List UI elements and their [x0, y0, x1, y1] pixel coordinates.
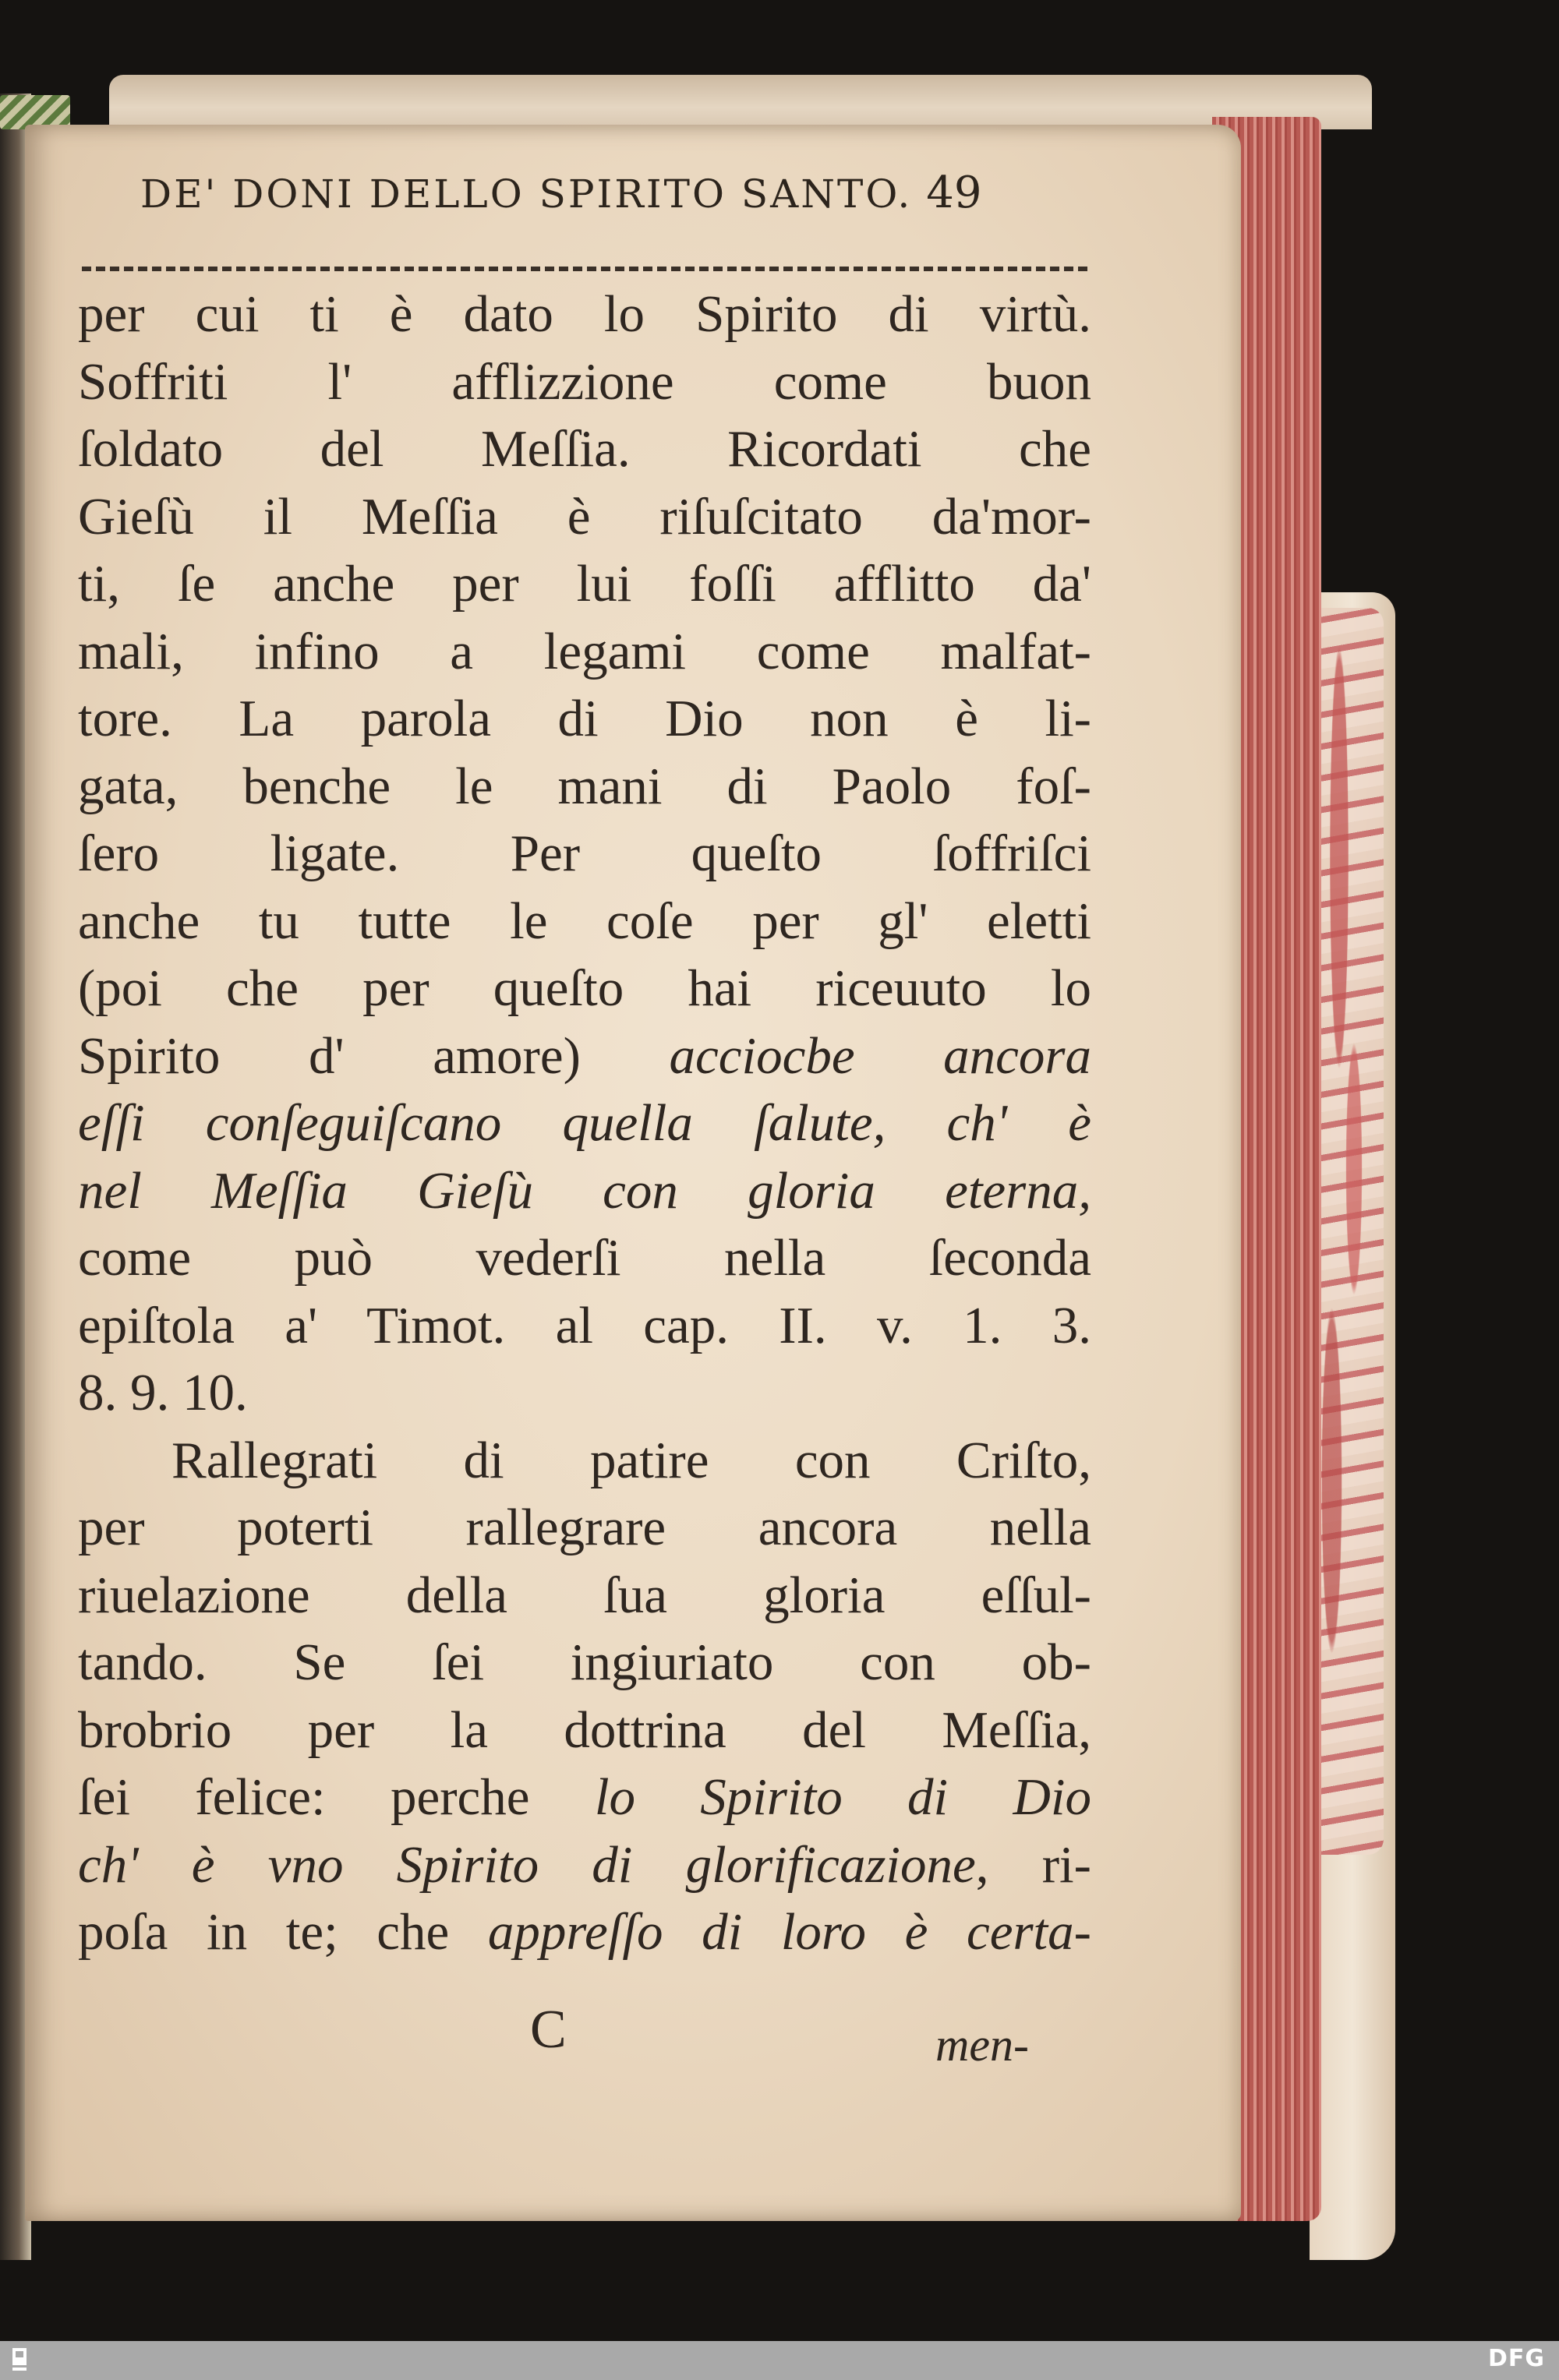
text-line: [78, 1629, 1091, 1697]
text-line: [78, 1089, 1091, 1157]
text-line: [78, 888, 1091, 955]
roman-text: mali, infino a legami come malfat-: [78, 622, 1091, 680]
text-line: [78, 1359, 1091, 1427]
header-rule: [82, 267, 1087, 271]
roman-text: Rallegrati di patire con Criſto,: [171, 1431, 1091, 1489]
italic-text: acciocbe ancora: [669, 1026, 1091, 1085]
text-line: [78, 1898, 1091, 1966]
roman-text: riuelazione della ſua gloria eſſul-: [78, 1566, 1091, 1624]
roman-text: come può vederſi nella ſeconda: [78, 1229, 1091, 1287]
text-line: [78, 753, 1091, 821]
roman-text: 8. 9. 10.: [78, 1364, 248, 1421]
text-line: [78, 1697, 1091, 1764]
italic-text: ch' è vno Spirito di glorificazione: [78, 1835, 976, 1894]
italic-text: lo Spirito di Dio: [594, 1768, 1091, 1826]
text-line: [78, 1764, 1091, 1831]
roman-text: tore. La parola di Dio non è li-: [78, 690, 1091, 747]
roman-text: , ri-: [975, 1835, 1091, 1894]
roman-text: gata, benche le mani di Paolo foſ-: [78, 757, 1091, 815]
dfg-label: DFG: [1487, 2345, 1545, 2372]
text-line: [78, 1224, 1091, 1292]
roman-text: ſoldato del Meſſia. Ricordati che: [78, 420, 1091, 478]
italic-text: appreſſo di loro è certa-: [487, 1903, 1091, 1961]
body-text: [78, 281, 1091, 1966]
book-cover-top: [109, 75, 1372, 129]
roman-text: ſero ligate. Per queſto ſoffriſci: [78, 825, 1091, 882]
roman-text: tando. Se ſei ingiuriato con ob-: [78, 1633, 1091, 1691]
roman-text: (poi che per queſto hai riceuuto lo: [78, 959, 1091, 1017]
text-line: [78, 1494, 1091, 1562]
text-line: [78, 281, 1091, 348]
text-line: [78, 1831, 1091, 1899]
text-line: [78, 1022, 1091, 1090]
text-line: [78, 685, 1091, 753]
roman-text: anche tu tutte le coſe per gl' eletti: [78, 892, 1091, 950]
roman-text: poſa in te; che: [78, 1903, 488, 1961]
text-line: [78, 415, 1091, 483]
roman-text: epiſtola a' Timot. al cap. II. v. 1. 3.: [78, 1296, 1091, 1354]
running-head-title: DE' DONI DELLO SPIRITO SANTO.: [140, 171, 913, 217]
signature-mark: C: [530, 2000, 567, 2060]
roman-text: Spirito d' amore): [78, 1026, 670, 1085]
text-line: [78, 348, 1091, 416]
text-line: [78, 1427, 1091, 1495]
text-line: [78, 1292, 1091, 1360]
text-line: [78, 618, 1091, 686]
running-head: [140, 168, 1115, 230]
text-line: [78, 1562, 1091, 1630]
roman-text: per cui ti è dato lo Spirito di virtù.: [78, 285, 1091, 343]
text-line: [78, 1157, 1091, 1225]
text-line: [78, 550, 1091, 618]
roman-text: per poterti rallegrare ancora nella: [78, 1499, 1091, 1556]
roman-text: Soffriti l' afflizzione come buon: [78, 352, 1091, 411]
roman-text: brobrio per la dottrina del Meſſia,: [78, 1700, 1091, 1759]
roman-text: ſei felice: perche: [78, 1768, 595, 1826]
library-logo-icon: [11, 2346, 28, 2373]
text-line: [78, 820, 1091, 888]
text-line: [78, 955, 1091, 1022]
catchword: men-: [935, 2019, 1029, 2071]
viewer-footer-bar: [0, 2341, 1559, 2380]
page-number: 49: [926, 168, 982, 218]
italic-text: nel Meſſia Gieſù con gloria eterna,: [78, 1161, 1091, 1220]
roman-text: ti, ſe anche per lui foſſi afflitto da': [78, 555, 1091, 613]
text-line: [78, 483, 1091, 551]
roman-text: Gieſù il Meſſia è riſuſcitato da'mor-: [78, 487, 1091, 546]
italic-text: eſſi conſeguiſcano quella ſalute, ch' è: [78, 1094, 1091, 1152]
